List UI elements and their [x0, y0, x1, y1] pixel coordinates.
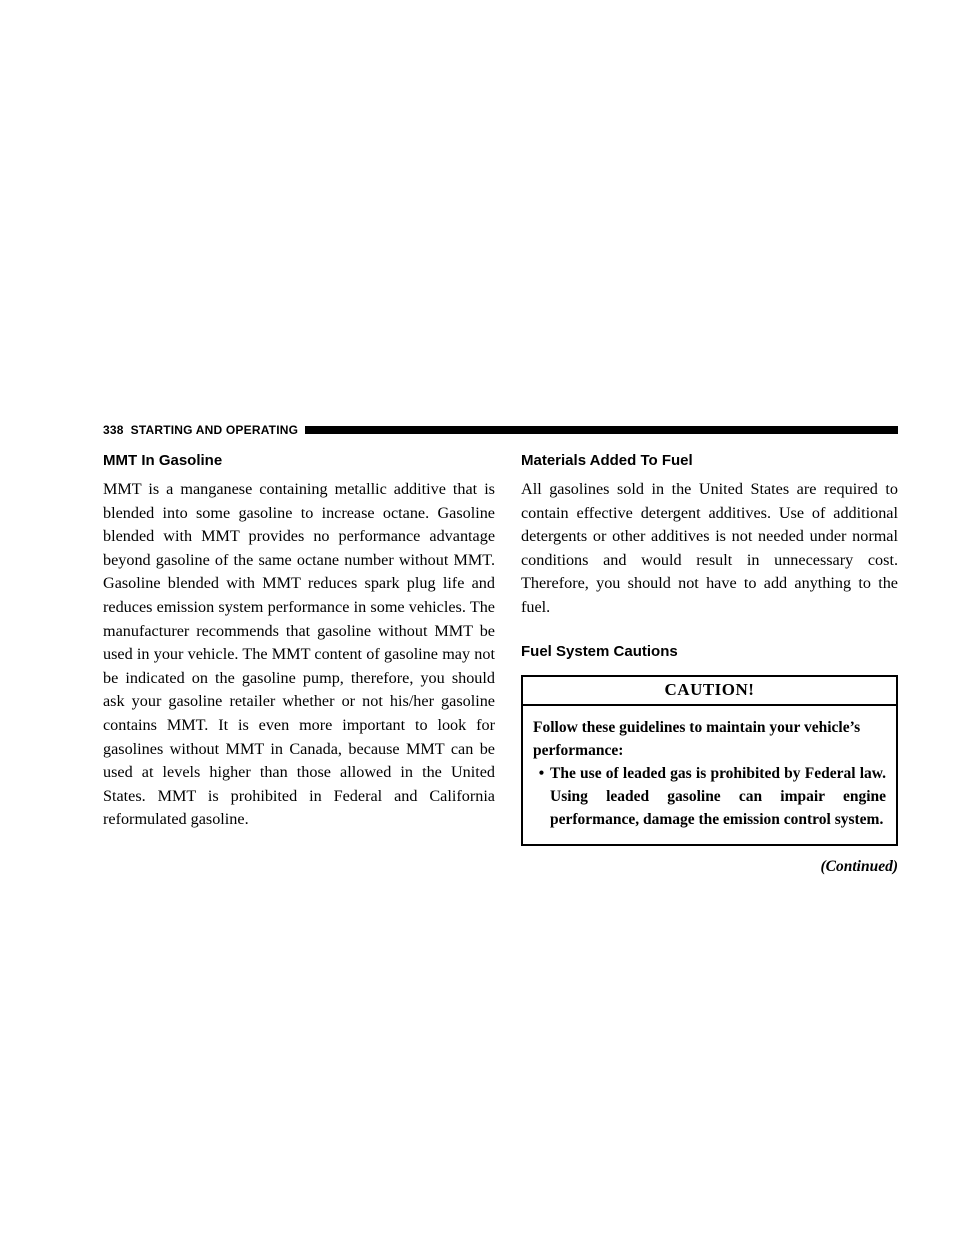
materials-heading: Materials Added To Fuel [521, 452, 693, 469]
caution-item-text: The use of leaded gas is prohibited by Federal law. Using leaded gasoline can impair engine performance, damage the emission control system. [550, 764, 886, 829]
header-rule [305, 426, 898, 434]
continued-note: (Continued) [820, 857, 898, 875]
page-header [103, 422, 898, 438]
fuel-system-cautions-heading: Fuel System Cautions [521, 642, 678, 660]
section-name: STARTING AND OPERATING [130, 423, 299, 437]
caution-list [533, 762, 886, 832]
materials-paragraph: All gasolines sold in the United States are required to contain effective detergent additives. Use of additional detergents or other additives is not needed under normal conditions and would result in unnecessary cost. Therefore, you should not have to add anything to the fuel. [521, 480, 898, 616]
caution-body [523, 706, 896, 844]
mmt-heading: MMT In Gasoline [103, 452, 223, 469]
caution-intro: Follow these guidelines to maintain your vehicle’s performance: [533, 718, 861, 759]
caution-item [533, 762, 886, 832]
left-column [103, 452, 495, 832]
mmt-paragraph: MMT is a manganese containing metallic additive that is blended into some gasoline to increase octane. Gasoline blended with MMT provides no performance advantage beyond gasoline of the same octane number without MMT. Gasoline blended with MMT reduces spark plug life and reduces emission system performance in some vehicles. The manufacturer recommends that gasoline without MMT be used in your vehicle. The MMT content of gasoline may not be indicated on the gasoline pump, therefore, you should ask your gasoline retailer whether or not his/her gasoline contains MMT. It is even more important to look for gasolines without MMT in Canada, because MMT can be used at levels higher than those allowed in the United States. MMT is prohibited in Federal and California reformulated gasoline. [103, 480, 495, 829]
caution-title: CAUTION! [523, 677, 896, 706]
bullet-icon: • [538, 764, 545, 782]
page-number: 338 [103, 423, 124, 437]
right-column [521, 452, 898, 876]
caution-box [521, 675, 898, 846]
